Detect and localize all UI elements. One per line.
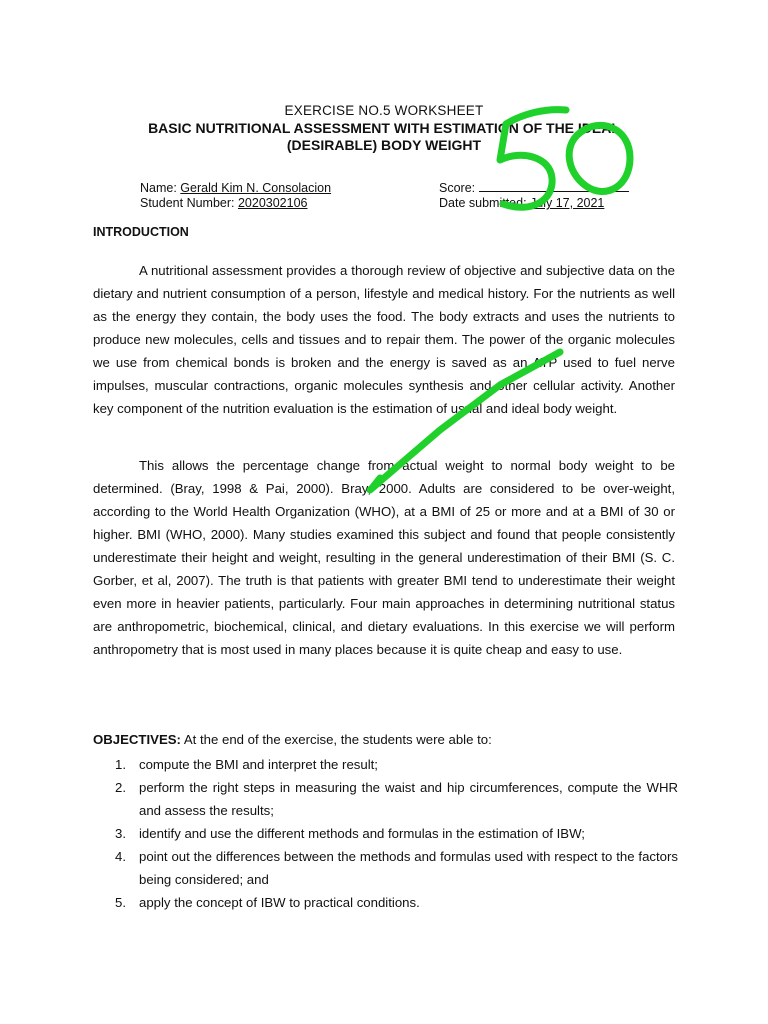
student-number-label: Student Number:: [140, 196, 238, 210]
date-submitted-row: [439, 195, 604, 211]
objective-item: [93, 845, 678, 891]
name-label: Name:: [140, 181, 181, 195]
introduction-paragraph: This allows the percentage change from actual weight to normal body weight to be determined. (Bray, 1998 & Pai, 2000). Bray, 2000. Adults are considered to be over-weight, according to the World Health Organization (WHO), at a BMI of 25 or more and at a BMI of 30 or higher. BMI (WHO, 2000). Many studies examined this subject and found that people consistently underestimate their height and weight, resulting in the general underestimation of their BMI (S. C. Gorber, et al, 2007). The truth is that patients with greater BMI tend to underestimate their weight even more in heavier patients, particularly. Four main approaches in determining nutritional status are anthropometric, biochemical, clinical, and dietary evaluations. In this exercise we will perform anthropometry that is most used in many places because it is quite cheap and easy to use.: [93, 458, 675, 657]
objective-text: compute the BMI and interpret the result;: [139, 757, 378, 772]
date-submitted-value: July 17, 2021: [530, 196, 605, 210]
score-blank-line: [479, 180, 629, 192]
objective-number: 1.: [115, 757, 126, 772]
student-number-value: 2020302106: [237, 196, 308, 210]
objective-item: [93, 753, 678, 776]
worksheet-title: EXERCISE NO.5 WORKSHEET: [284, 103, 484, 118]
objectives-label: OBJECTIVES:: [93, 732, 181, 747]
objectives-intro: At the end of the exercise, the students were able to:: [180, 732, 492, 747]
name-value: Gerald Kim N. Consolacion: [180, 181, 332, 195]
objective-text: apply the concept of IBW to practical conditions.: [139, 895, 420, 910]
objective-number: 5.: [115, 895, 126, 910]
worksheet-subtitle-line2: (DESIRABLE) BODY WEIGHT: [286, 137, 482, 153]
objective-text: point out the differences between the methods and formulas used with respect to the factors being considered; and: [139, 849, 678, 887]
objective-text: identify and use the different methods and formulas in the estimation of IBW;: [139, 826, 585, 841]
score-row: [439, 180, 629, 196]
objective-item: [93, 776, 678, 822]
introduction-paragraph: A nutritional assessment provides a thorough review of objective and subjective data on the dietary and nutrient consumption of a person, lifestyle and medical history. For the nutrients as well as the energy they contain, the body uses the food. The body extracts and uses the nutrients to produce new molecules, cells and tissues and to repair them. The power of the organic molecules we use from chemical bonds is broken and the energy is saved as an ATP used to fuel nerve impulses, muscular contractions, organic molecules synthesis and other cellular activity. Another key component of the nutrition evaluation is the estimation of usual and ideal body weight.: [93, 263, 675, 416]
objectives-heading: [93, 729, 693, 751]
introduction-heading: INTRODUCTION: [93, 225, 189, 239]
objective-number: 4.: [115, 849, 126, 864]
date-submitted-label: Date submitted:: [439, 196, 531, 210]
score-label: Score:: [439, 181, 479, 195]
objectives-list: [93, 753, 678, 914]
student-number-row: [140, 195, 308, 211]
objective-text: perform the right steps in measuring the waist and hip circumferences, compute the WHR and assess the results;: [139, 780, 678, 818]
worksheet-subtitle-line1: BASIC NUTRITIONAL ASSESSMENT WITH ESTIMATION OF THE IDEAL: [148, 120, 620, 136]
objective-item: [93, 822, 678, 845]
name-row: [140, 180, 331, 196]
objective-number: 3.: [115, 826, 126, 841]
objective-number: 2.: [115, 780, 126, 795]
objective-item: [93, 891, 678, 914]
